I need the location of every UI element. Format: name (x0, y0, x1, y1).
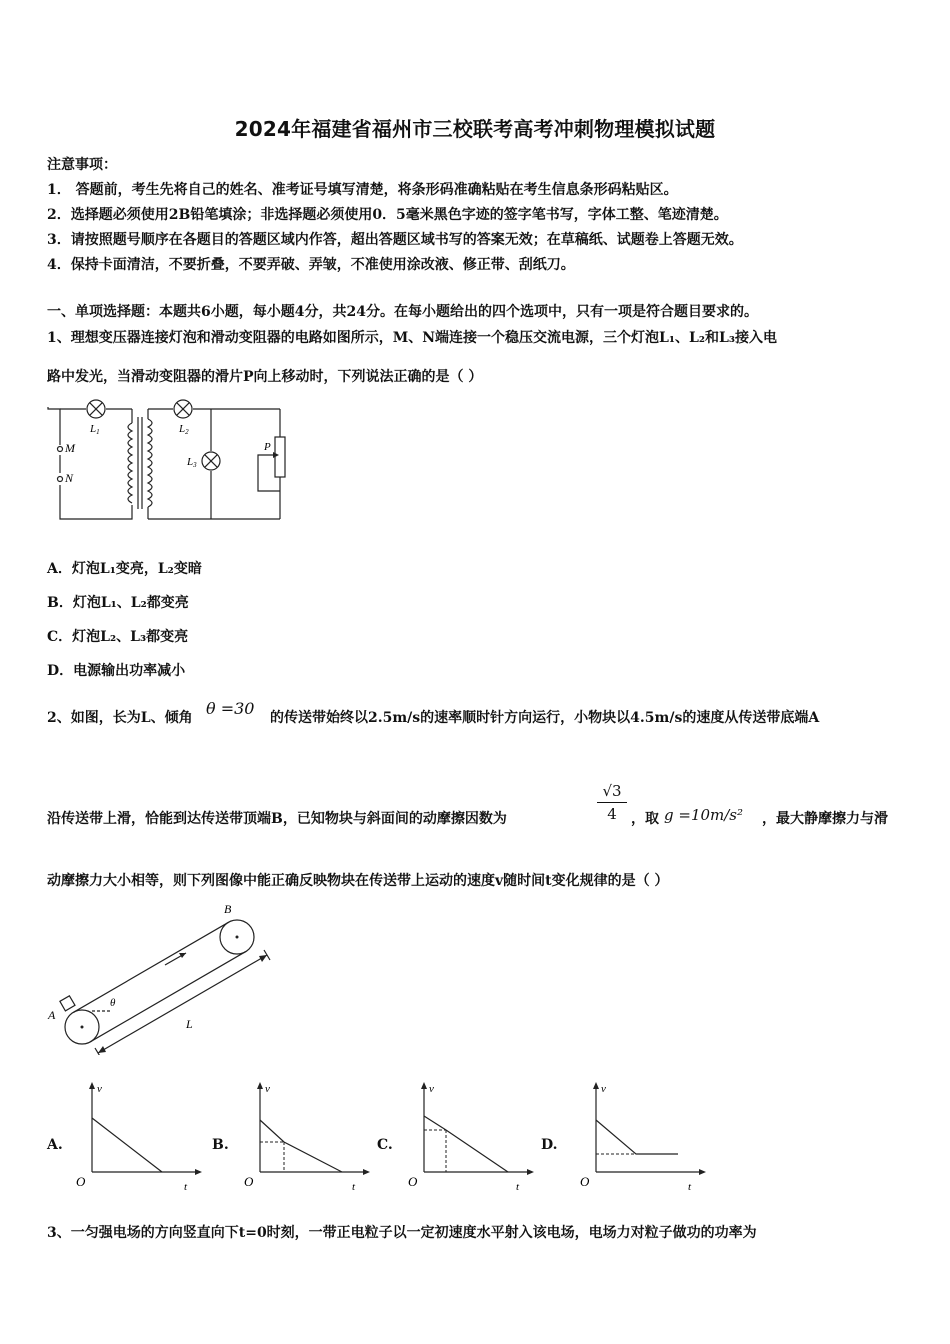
length-l-label: L (186, 1017, 193, 1031)
q3-stem-line1: 3、一匀强电场的方向竖直向下t=0时刻，一带正电粒子以一定初速度水平射入该电场，电场力对粒子做功的功率为 (47, 1225, 757, 1241)
q1-circuit-diagram (40, 395, 300, 525)
notice-heading: 注意事项： (47, 157, 117, 173)
terminal-n-label: N (65, 471, 74, 485)
slider-p-label: P (264, 441, 271, 453)
q1-stem-line2: 路中发光，当滑动变阻器的滑片P向上移动时，下列说法正确的是（ ） (47, 369, 483, 385)
q2-option-d-label: D. (541, 1137, 558, 1153)
q2-stem-line2-b: ，取 (631, 811, 659, 827)
lamp-l2-label: L (179, 423, 186, 435)
terminal-m-label: M (65, 441, 75, 455)
angle-theta-label: θ (110, 997, 116, 1009)
notice-item: 3．请按照题号顺序在各题目的答题区域内作答，超出答题区域书写的答案无效；在草稿纸、试题卷上答题无效。 (47, 232, 743, 248)
fraction-denominator: 4 (607, 805, 617, 823)
fraction-numerator: √3 (597, 782, 627, 803)
origin-label: O (408, 1174, 418, 1189)
q2-option-b-label: B. (212, 1137, 229, 1153)
q1-option-a: A．灯泡L₁变亮，L₂变暗 (47, 561, 202, 577)
axis-t-label: t (352, 1181, 356, 1193)
graph-option-a (70, 1078, 210, 1196)
q1-option-b: B．灯泡L₁、L₂都变亮 (47, 595, 189, 611)
notice-item: 1． 答题前，考生先将自己的姓名、准考证号填写清楚，将条形码准确粘贴在考生信息条形码粘贴区。 (47, 182, 678, 198)
q2-theta-expr: θ =30 (206, 699, 255, 718)
point-a-label: A (48, 1008, 56, 1022)
graph-option-c (402, 1078, 542, 1196)
axis-t-label: t (688, 1181, 692, 1193)
origin-label: O (580, 1174, 590, 1189)
lamp-l1-label: L (90, 423, 97, 435)
q2-stem-line1-a: 2、如图，长为L、倾角 (47, 710, 193, 726)
axis-v-label: v (265, 1083, 270, 1095)
q2-option-c-label: C. (377, 1137, 393, 1153)
q2-option-a-label: A. (47, 1137, 63, 1153)
section-heading: 一、单项选择题：本题共6小题，每小题4分，共24分。在每小题给出的四个选项中，只有一项是符合题目要求的。 (47, 304, 758, 320)
svg-text:L2: L2 (179, 423, 189, 436)
notice-item: 4．保持卡面清洁，不要折叠，不要弄破、弄皱，不准使用涂改液、修正带、刮纸刀。 (47, 257, 575, 273)
origin-label: O (76, 1174, 86, 1189)
friction-fraction (597, 782, 627, 823)
q1-option-c: C．灯泡L₂、L₃都变亮 (47, 629, 189, 645)
q2-stem-line3: 动摩擦力大小相等，则下列图像中能正确反映物块在传送带上运动的速度v随时间t变化规律的是（ ） (47, 873, 669, 889)
notice-item: 2．选择题必须使用2B铅笔填涂；非选择题必须使用0．5毫米黑色字迹的签字笔书写，字体工整、笔迹清楚。 (47, 207, 728, 223)
q1-option-d: D．电源输出功率减小 (47, 663, 186, 679)
axis-t-label: t (516, 1181, 520, 1193)
graph-option-b (238, 1078, 378, 1196)
axis-t-label: t (184, 1181, 188, 1193)
svg-text:L1: L1 (90, 423, 100, 436)
axis-v-label: v (429, 1083, 434, 1095)
lamp-l3-label: L (187, 456, 194, 468)
q2-stem-line1-b: 的传送带始终以2.5m/s的速率顺时针方向运行，小物块以4.5m/s的速度从传送带底端A (270, 710, 820, 726)
point-b-label: B (224, 902, 232, 916)
q1-stem-line1: 1、理想变压器连接灯泡和滑动变阻器的电路如图所示，M、N端连接一个稳压交流电源，三个灯泡L₁、L₂和L₃接入电 (47, 330, 777, 346)
axis-v-label: v (97, 1083, 102, 1095)
axis-v-label: v (601, 1083, 606, 1095)
graph-option-d (574, 1078, 714, 1196)
svg-text:L3: L3 (187, 456, 197, 469)
q2-stem-line2-c: ，最大静摩擦力与滑 (762, 811, 888, 827)
gravity-expr: g =10m/s² (664, 806, 744, 824)
origin-label: O (244, 1174, 254, 1189)
page-title: 2024年福建省福州市三校联考高考冲刺物理模拟试题 (234, 117, 716, 141)
q2-conveyor-diagram (40, 895, 280, 1055)
q2-stem-line2-a: 沿传送带上滑，恰能到达传送带顶端B，已知物块与斜面间的动摩擦因数为 (47, 811, 507, 827)
